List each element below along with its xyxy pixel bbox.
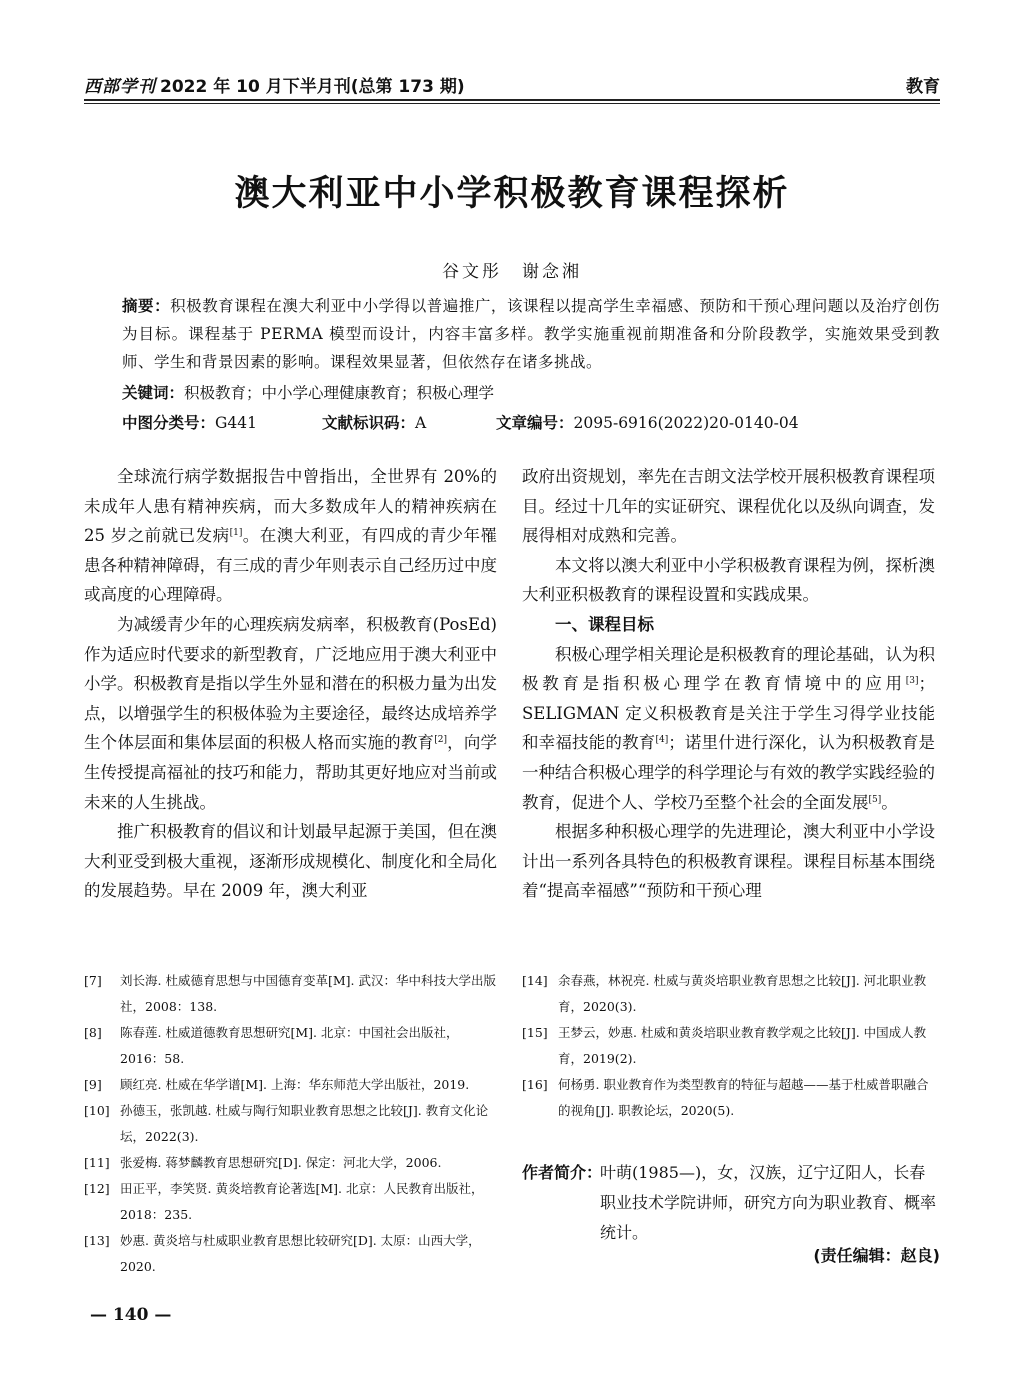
body-column-right [522,462,935,906]
reference-item: [9] 顾红亮. 杜威在华学谱[M]. 上海：华东师范大学出版社，2019. [84,1077,470,1092]
reference-item: [16] 何杨勇. 职业教育作为类型教育的特征与超越——基于杜威普职融合的视角[J]. 职教论坛，2020(5). [522,1077,929,1118]
citation: [2] [434,735,447,746]
reference-item: [12] 田正平，李笑贤. 黄炎培教育论著选[M]. 北京：人民教育出版社，2018：235. [84,1181,484,1222]
body-column-left [84,462,497,906]
reference-item: [8] 陈春莲. 杜威道德教育思想研究[M]. 北京：中国社会出版社，2016：58. [84,1025,459,1066]
doc-code-label: 文献标识码： [322,414,416,432]
header-rule [84,99,940,101]
references-left [84,968,502,1280]
header-rule-thin [84,103,940,104]
issue-info: 2022 年 10 月下半月刊(总第 173 期) [160,77,465,97]
reference-item: [11] 张爱梅. 蒋梦麟教育思想研究[D]. 保定：河北大学，2006. [84,1155,442,1170]
bio-label: 作者简介： [522,1163,603,1182]
citation: [3] [905,676,919,687]
responsible-editor: (责任编辑：赵良) [813,1246,940,1265]
article-no-label: 文章编号： [496,414,574,432]
journal-logo: 西部学刊 [84,77,156,97]
author-bio [522,1158,940,1248]
reference-item: [14] 余春燕，林祝亮. 杜威与黄炎培职业教育思想之比较[J]. 河北职业教育，2020(3). [522,973,927,1014]
article-no-value: 2095-6916(2022)20-0140-04 [573,414,799,432]
bio-text: 叶萌(1985—)，女，汉族，辽宁辽阳人，长春职业技术学院讲师，研究方向为职业教育、概率统计。 [600,1163,937,1242]
paragraph: 全球流行病学数据报告中曾指出，全世界有 20%的未成年人患有精神疾病，而大多数成年人的精神疾病在 25 岁之前就已发病[1]。在澳大利亚，有四成的青少年罹患各种精神障碍，有三成的青少年则表示自己经历过中度或高度的心理障碍。 [84,467,498,605]
paragraph: 积极心理学相关理论是积极教育的理论基础，认为积极教育是指积极心理学在教育情境中的应用[3]；SELIGMAN 定义积极教育是关注于学生习得学业技能和幸福技能的教育[4]；诺里什进行深化，认为积极教育是一种结合积极心理学的科学理论与有效的教学实践经验的教育，促进个人、学校乃至整个社会的全面发展[5]。 [522,644,936,812]
authors: 谷文彤 谢念湘 [442,262,582,282]
keywords [122,379,494,407]
page-number: — 140 — [90,1305,172,1325]
paragraph: 政府出资规划，率先在吉朗文法学校开展积极教育课程项目。经过十几年的实证研究、课程优化以及纵向调查，发展得相对成熟和完善。 [522,467,935,546]
paragraph: 本文将以澳大利亚中小学积极教育课程为例，探析澳大利亚积极教育的课程设置和实践成果。 [522,555,935,605]
abstract [84,292,940,376]
clc-value: G441 [215,414,257,432]
abstract-text: 积极教育课程在澳大利亚中小学得以普遍推广，该课程以提高学生幸福感、预防和干预心理问题以及治疗创伤为目标。课程基于 PERMA 模型而设计，内容丰富多样。教学实施重视前期准备和分阶段教学，实施效果受到教师、学生和背景因素的影响。课程效果显著，但依然存在诸多挑战。 [122,297,940,371]
keywords-label: 关键词： [122,384,185,402]
running-header [84,70,940,98]
references-right [522,968,940,1124]
reference-item: [7] 刘长海. 杜威德育思想与中国德育变革[M]. 武汉：华中科技大学出版社，2008：138. [84,973,496,1014]
section-heading: 一、课程目标 [555,614,654,634]
keywords-text: 积极教育；中小学心理健康教育；积极心理学 [184,384,495,402]
paragraph: 为减缓青少年的心理疾病发病率，积极教育(PosEd)作为适应时代要求的新型教育，广泛地应用于澳大利亚中小学。积极教育是指以学生外显和潜在的积极力量为出发点，以增强学生的积极体验为主要途径，最终达成培养学生个体层面和集体层面的积极人格而实施的教育[2]，向学生传授提高福祉的技巧和能力，帮助其更好地应对当前或未来的人生挑战。 [84,614,498,812]
abstract-label: 摘要： [122,297,171,315]
paragraph: 根据多种积极心理学的先进理论，澳大利亚中小学设计出一系列各具特色的积极教育课程。课程目标基本围绕着“提高幸福感”“预防和干预心理 [522,822,935,901]
citation: [4] [655,735,669,746]
clc-label: 中图分类号： [122,414,216,432]
citation: [5] [868,794,882,805]
doc-code-value: A [415,414,427,432]
reference-item: [15] 王梦云，妙惠. 杜威和黄炎培职业教育教学观之比较[J]. 中国成人教育，2019(2). [522,1025,927,1066]
reference-item: [10] 孙德玉，张凯越. 杜威与陶行知职业教育思想之比较[J]. 教育文化论坛，2022(3). [84,1103,489,1144]
citation: [1] [229,528,243,539]
reference-item: [13] 妙惠. 黄炎培与杜威职业教育思想比较研究[D]. 太原：山西大学，2020. [84,1233,481,1274]
article-title: 澳大利亚中小学积极教育课程探析 [234,173,790,214]
paragraph: 推广积极教育的倡议和计划最早起源于美国，但在澳大利亚受到极大重视，逐渐形成规模化、制度化和全局化的发展趋势。早在 2009 年，澳大利亚 [84,822,497,901]
section-label: 教育 [906,77,940,97]
